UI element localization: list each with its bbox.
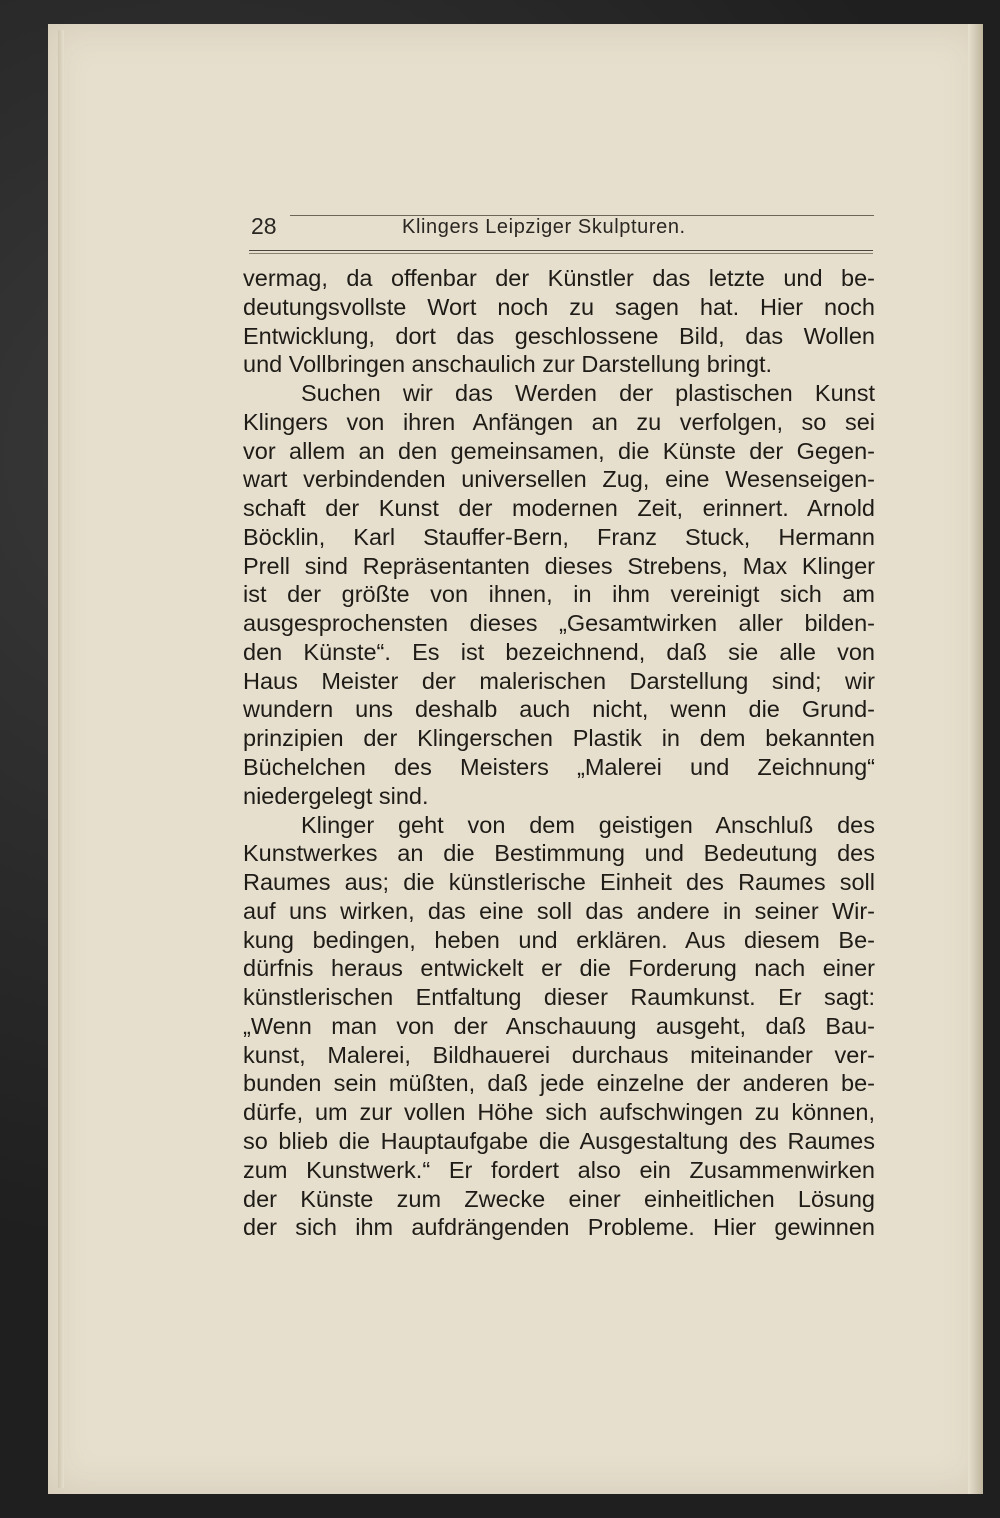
text-line: Entwicklung, dort das geschlossene Bild, das Wollen — [243, 322, 875, 349]
text-line: Kunstwerkes an die Bestimmung und Bedeutung des — [243, 840, 875, 867]
text-line: ausgesprochensten dieses „Gesamtwirken aller bilden- — [243, 610, 875, 637]
text-line: und Vollbringen anschaulich zur Darstellung bringt. — [243, 351, 773, 378]
text-line: künstlerischen Entfaltung dieser Raumkunst. Er sagt: — [243, 984, 875, 1011]
text-line: prinzipien der Klingerschen Plastik in dem bekannten — [243, 725, 875, 752]
text-line: auf uns wirken, das eine soll das andere in seiner Wir- — [243, 897, 875, 924]
text-line: so blieb die Hauptaufgabe die Ausgestaltung des Raumes — [243, 1127, 875, 1154]
text-line: Prell sind Repräsentanten dieses Strebens, Max Klinger — [243, 552, 875, 579]
text-line: Büchelchen des Meisters „Malerei und Zeichnung“ — [243, 754, 875, 781]
text-line: ist der größte von ihnen, in ihm vereinigt sich am — [243, 581, 875, 608]
text-line: kunst, Malerei, Bildhauerei durchaus miteinander ver- — [243, 1041, 875, 1068]
text-line: Böcklin, Karl Stauffer-Bern, Franz Stuck, Hermann — [243, 523, 875, 550]
text-line: Klinger geht von dem geistigen Anschluß des — [301, 811, 875, 838]
text-line: Raumes aus; die künstlerische Einheit des Raumes soll — [243, 869, 875, 896]
text-line: Suchen wir das Werden der plastischen Kunst — [301, 380, 875, 407]
header-rule-bottom-double — [249, 253, 873, 254]
running-head: Klingers Leipziger Skulpturen. — [402, 216, 686, 238]
text-line: zum Kunstwerk.“ Er fordert also ein Zusammenwirken — [243, 1156, 875, 1183]
text-line: den Künste“. Es ist bezeichnend, daß sie alle von — [243, 638, 875, 665]
text-line: niedergelegt sind. — [243, 782, 429, 809]
text-line: der sich ihm aufdrängenden Probleme. Hier gewinnen — [243, 1214, 875, 1241]
text-line: bunden sein müßten, daß jede einzelne der anderen be- — [243, 1070, 875, 1097]
text-line: Klingers von ihren Anfängen an zu verfolgen, so sei — [243, 408, 875, 435]
text-line: deutungsvollste Wort noch zu sagen hat. Hier noch — [243, 293, 875, 320]
text-line: „Wenn man von der Anschauung ausgeht, daß Bau- — [243, 1012, 875, 1039]
text-line: Haus Meister der malerischen Darstellung sind; wir — [243, 667, 875, 694]
text-line: vermag, da offenbar der Künstler das letzte und be- — [243, 265, 875, 291]
text-line: dürfe, um zur vollen Höhe sich aufschwingen zu können, — [243, 1099, 875, 1126]
body-text — [243, 264, 875, 1242]
text-line: dürfnis heraus entwickelt er die Forderung nach einer — [243, 955, 875, 982]
page-number: 28 — [251, 213, 277, 239]
text-line: kung bedingen, heben und erklären. Aus diesem Be- — [243, 926, 875, 953]
text-line: wart verbindenden universellen Zug, eine Wesenseigen- — [243, 466, 875, 493]
header-rule-bottom — [249, 250, 873, 251]
text-line: der Künste zum Zwecke einer einheitlichen Lösung — [243, 1185, 875, 1212]
page-gutter-edge — [58, 30, 64, 1488]
page-right-edge — [968, 24, 983, 1494]
text-line: schaft der Kunst der modernen Zeit, erinnert. Arnold — [243, 495, 875, 522]
text-line: wundern uns deshalb auch nicht, wenn die Grund- — [243, 696, 875, 723]
text-line: vor allem an den gemeinsamen, die Künste der Gegen- — [243, 437, 875, 464]
